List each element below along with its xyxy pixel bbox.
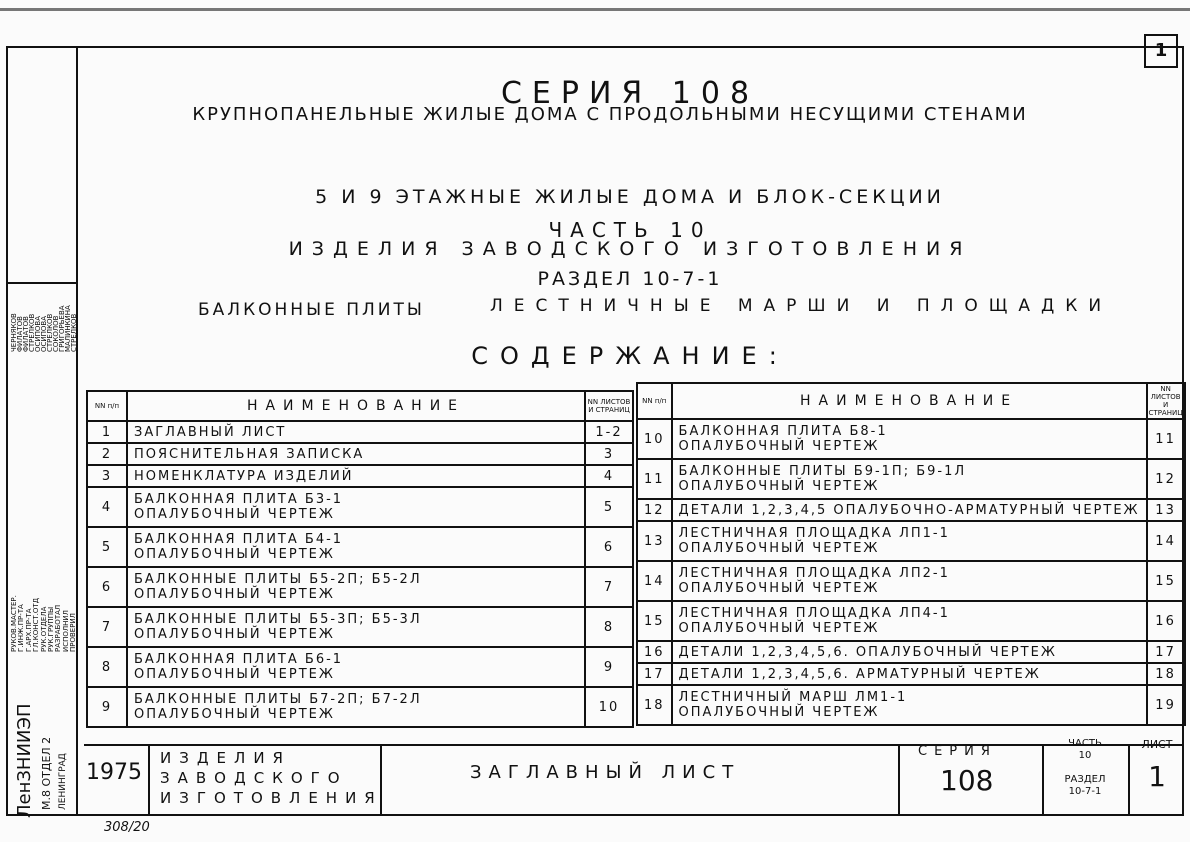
stamp-series-label: СЕРИЯ bbox=[918, 744, 997, 759]
row-title bbox=[672, 499, 1147, 521]
col-num-header: NN п/п bbox=[87, 391, 127, 421]
signature-name: ФИЛАТОВ bbox=[22, 316, 30, 352]
row-title-line1: ДЕТАЛИ 1,2,3,4,5,6. АРМАТУРНЫЙ ЧЕРТЕЖ bbox=[678, 666, 1041, 682]
table-row bbox=[637, 419, 1185, 459]
row-title bbox=[127, 421, 585, 443]
table-row bbox=[637, 459, 1185, 499]
signature-block bbox=[8, 282, 76, 652]
signature-role: Г.ИНЖ.ПР-ТА bbox=[17, 604, 26, 652]
stamp-products bbox=[160, 748, 383, 808]
table-row bbox=[637, 499, 1185, 521]
table-row bbox=[87, 647, 633, 687]
contents-table-right bbox=[636, 382, 1186, 726]
row-title-line1: БАЛКОННАЯ ПЛИТА Б4-1 bbox=[134, 532, 344, 547]
corner-sheet-number: 1 bbox=[1144, 34, 1178, 68]
signature-name: ЧЕРНЯКОВ bbox=[10, 313, 18, 352]
stamp-section-label: РАЗДЕЛ bbox=[1064, 774, 1106, 785]
contents-table-left bbox=[86, 390, 634, 728]
row-sheets: 15 bbox=[1147, 561, 1185, 601]
row-number: 15 bbox=[637, 601, 672, 641]
items-stairs: ЛЕСТНИЧНЫЕ МАРШИ И ПЛОЩАДКИ bbox=[490, 296, 1113, 316]
stamp-products-line1: ИЗДЕЛИЯ bbox=[160, 749, 291, 767]
signature-name: СТРЕЛКОВ bbox=[28, 313, 36, 352]
row-title-line2: ОПАЛУБОЧНЫЙ ЧЕРТЕЖ bbox=[678, 541, 880, 556]
row-sheets: 17 bbox=[1147, 641, 1185, 663]
row-title bbox=[672, 663, 1147, 685]
stamp-products-line3: ИЗГОТОВЛЕНИЯ bbox=[160, 789, 383, 807]
row-number: 5 bbox=[87, 527, 127, 567]
signature-name: СТРЕЛКОВ bbox=[46, 313, 54, 352]
signature-name: ГРИГОРЬЕВА bbox=[58, 305, 66, 352]
row-sheets: 13 bbox=[1147, 499, 1185, 521]
table-header bbox=[637, 383, 1185, 419]
row-title-line2: ОПАЛУБОЧНЫЙ ЧЕРТЕЖ bbox=[134, 667, 335, 682]
row-title bbox=[127, 687, 585, 727]
row-number: 9 bbox=[87, 687, 127, 727]
table-row bbox=[637, 561, 1185, 601]
row-title-line1: ДЕТАЛИ 1,2,3,4,5,6. ОПАЛУБОЧНЫЙ ЧЕРТЕЖ bbox=[678, 644, 1057, 660]
col-sheets-header: NN ЛИСТОВ И СТРАНИЦ bbox=[1148, 385, 1183, 417]
row-sheets: 14 bbox=[1147, 521, 1185, 561]
row-title bbox=[127, 487, 585, 527]
row-title bbox=[127, 465, 585, 487]
signature-role: ГЛ.КОНСТ.ОТД bbox=[32, 597, 41, 652]
row-title-line1: БАЛКОННАЯ ПЛИТА Б3-1 bbox=[134, 492, 344, 507]
products-title: ИЗДЕЛИЯ ЗАВОДСКОГО ИЗГОТОВЛЕНИЯ bbox=[288, 238, 972, 260]
stamp-part-number: 10 bbox=[1078, 750, 1092, 761]
row-title-line1: ЛЕСТНИЧНАЯ ПЛОЩАДКА ЛП1-1 bbox=[678, 526, 950, 541]
stamp-section bbox=[1046, 774, 1124, 798]
stamp-products-line2: ЗАВОДСКОГО bbox=[160, 769, 348, 787]
col-sheets-header: NN ЛИСТОВ И СТРАНИЦ bbox=[585, 391, 633, 421]
year: 1975 bbox=[86, 760, 142, 785]
row-title-line1: ЛЕСТНИЧНАЯ ПЛОЩАДКА ЛП4-1 bbox=[678, 606, 950, 621]
row-title bbox=[672, 641, 1147, 663]
row-number: 10 bbox=[637, 419, 672, 459]
table-row bbox=[637, 641, 1185, 663]
row-sheets: 10 bbox=[585, 687, 633, 727]
row-title-line1: БАЛКОННЫЕ ПЛИТЫ Б9-1П; Б9-1Л bbox=[678, 464, 967, 479]
signature-role: Г.АРХ.ПР-ТА bbox=[24, 608, 33, 652]
table-row bbox=[637, 601, 1185, 641]
signature-role: РУК.ОТДЕЛА bbox=[39, 606, 48, 652]
signature-role: ПРОВЕРИЛ bbox=[69, 613, 78, 652]
row-title-line1: ЛЕСТНИЧНЫЙ МАРШ ЛМ1-1 bbox=[678, 690, 908, 705]
signature-name: СОКОЛОВ bbox=[52, 315, 60, 352]
row-title bbox=[672, 561, 1147, 601]
row-title-line1: НОМЕНКЛАТУРА ИЗДЕЛИЙ bbox=[134, 468, 354, 484]
row-title bbox=[127, 607, 585, 647]
section-title: РАЗДЕЛ 10-7-1 bbox=[537, 268, 723, 290]
signature-role: РАЗРАБОТАЛ bbox=[54, 604, 63, 652]
row-title-line2: ОПАЛУБОЧНЫЙ ЧЕРТЕЖ bbox=[678, 621, 880, 636]
row-title-line2: ОПАЛУБОЧНЫЙ ЧЕРТЕЖ bbox=[678, 581, 880, 596]
table-row bbox=[87, 421, 633, 443]
row-sheets: 19 bbox=[1147, 685, 1185, 725]
row-number: 13 bbox=[637, 521, 672, 561]
row-title bbox=[672, 459, 1147, 499]
row-number: 6 bbox=[87, 567, 127, 607]
row-title-line2: ОПАЛУБОЧНЫЙ ЧЕРТЕЖ bbox=[678, 479, 880, 494]
part-title: ЧАСТЬ 10 bbox=[548, 218, 712, 242]
row-number: 18 bbox=[637, 685, 672, 725]
signature-name: ОСИПОВА bbox=[34, 316, 42, 352]
table-row bbox=[87, 567, 633, 607]
row-title bbox=[127, 443, 585, 465]
table-row bbox=[87, 607, 633, 647]
table-row bbox=[637, 685, 1185, 725]
stamp-section-number: 10-7-1 bbox=[1068, 786, 1102, 797]
row-number: 4 bbox=[87, 487, 127, 527]
row-number: 1 bbox=[87, 421, 127, 443]
signature-name: ФИЛАТОВ bbox=[16, 316, 24, 352]
table-row bbox=[87, 487, 633, 527]
archive-code: 308/20 bbox=[104, 820, 150, 835]
row-title bbox=[127, 527, 585, 567]
row-title bbox=[127, 647, 585, 687]
stamp-part-label: ЧАСТЬ bbox=[1068, 738, 1102, 749]
row-number: 16 bbox=[637, 641, 672, 663]
signature-role: ИСПОЛНИЛ bbox=[61, 610, 70, 652]
row-number: 12 bbox=[637, 499, 672, 521]
series-title: СЕРИЯ 108 bbox=[500, 76, 760, 111]
org-dept: М.8 ОТДЕЛ 2 bbox=[40, 736, 53, 810]
row-title-line2: ОПАЛУБОЧНЫЙ ЧЕРТЕЖ bbox=[134, 627, 335, 642]
row-title-line2: ОПАЛУБОЧНЫЙ ЧЕРТЕЖ bbox=[678, 705, 880, 720]
org-city: ЛЕНИНГРАД bbox=[58, 753, 68, 810]
row-title-line2: ОПАЛУБОЧНЫЙ ЧЕРТЕЖ bbox=[134, 587, 335, 602]
scan-edge bbox=[0, 8, 1190, 11]
row-title-line1: ЛЕСТНИЧНАЯ ПЛОЩАДКА ЛП2-1 bbox=[678, 566, 950, 581]
row-title-line2: ОПАЛУБОЧНЫЙ ЧЕРТЕЖ bbox=[134, 707, 335, 722]
items-balcony: БАЛКОННЫЕ ПЛИТЫ bbox=[198, 300, 425, 320]
signature-name: МАЛИНКИНА bbox=[64, 305, 72, 352]
row-sheets: 6 bbox=[585, 527, 633, 567]
row-title-line1: ДЕТАЛИ 1,2,3,4,5 ОПАЛУБОЧНО-АРМАТУРНЫЙ ЧЕРТЕЖ bbox=[678, 502, 1140, 518]
col-name-header: НАИМЕНОВАНИЕ bbox=[672, 383, 1147, 419]
stamp-sheet-number: 1 bbox=[1148, 760, 1166, 793]
row-title-line1: ПОЯСНИТЕЛЬНАЯ ЗАПИСКА bbox=[134, 446, 365, 462]
row-sheets: 1-2 bbox=[585, 421, 633, 443]
stamp-sheet-label: ЛИСТ bbox=[1141, 738, 1173, 751]
signature-role: РУК.ГРУППЫ bbox=[47, 606, 55, 652]
signature-name: ОСИПОВА bbox=[40, 316, 48, 352]
signature-name: СТРЕЛКОВ bbox=[70, 313, 78, 352]
row-sheets: 9 bbox=[585, 647, 633, 687]
row-title-line1: БАЛКОННЫЕ ПЛИТЫ Б7-2П; Б7-2Л bbox=[134, 692, 422, 707]
signature-role: РУКОВ.МАСТЕР. bbox=[10, 595, 18, 652]
row-number: 17 bbox=[637, 663, 672, 685]
table-header bbox=[87, 391, 633, 421]
row-sheets: 5 bbox=[585, 487, 633, 527]
stamp-series-number: 108 bbox=[940, 764, 994, 797]
row-sheets: 4 bbox=[585, 465, 633, 487]
table-row bbox=[87, 687, 633, 727]
stamp-part bbox=[1046, 738, 1124, 762]
row-sheets: 3 bbox=[585, 443, 633, 465]
row-sheets: 7 bbox=[585, 567, 633, 607]
row-number: 3 bbox=[87, 465, 127, 487]
org-title: ЛенЗНИИЭП bbox=[14, 703, 35, 818]
row-title bbox=[672, 419, 1147, 459]
row-title bbox=[672, 521, 1147, 561]
col-num-header: NN п/п bbox=[637, 383, 672, 419]
row-title bbox=[672, 685, 1147, 725]
row-title bbox=[672, 601, 1147, 641]
row-title-line2: ОПАЛУБОЧНЫЙ ЧЕРТЕЖ bbox=[134, 507, 335, 522]
row-title-line2: ОПАЛУБОЧНЫЙ ЧЕРТЕЖ bbox=[134, 547, 335, 562]
row-title-line1: БАЛКОННАЯ ПЛИТА Б8-1 bbox=[678, 424, 888, 439]
row-sheets: 8 bbox=[585, 607, 633, 647]
row-title-line1: ЗАГЛАВНЫЙ ЛИСТ bbox=[134, 424, 287, 440]
row-title-line1: БАЛКОННЫЕ ПЛИТЫ Б5-2П; Б5-2Л bbox=[134, 572, 422, 587]
row-number: 11 bbox=[637, 459, 672, 499]
table-row bbox=[87, 465, 633, 487]
row-sheets: 18 bbox=[1147, 663, 1185, 685]
floors-title: 5 И 9 ЭТАЖНЫЕ ЖИЛЫЕ ДОМА И БЛОК-СЕКЦИИ bbox=[315, 186, 945, 208]
row-number: 8 bbox=[87, 647, 127, 687]
row-title-line1: БАЛКОННАЯ ПЛИТА Б6-1 bbox=[134, 652, 344, 667]
row-title bbox=[127, 567, 585, 607]
table-row bbox=[637, 663, 1185, 685]
stamp-sheet-title: ЗАГЛАВНЫЙ ЛИСТ bbox=[470, 762, 741, 783]
series-subtitle: КРУПНОПАНЕЛЬНЫЕ ЖИЛЫЕ ДОМА С ПРОДОЛЬНЫМИ НЕСУЩИМИ СТЕНАМИ bbox=[192, 104, 1028, 125]
row-sheets: 12 bbox=[1147, 459, 1185, 499]
table-row bbox=[87, 527, 633, 567]
table-row bbox=[87, 443, 633, 465]
row-number: 7 bbox=[87, 607, 127, 647]
col-name-header: НАИМЕНОВАНИЕ bbox=[127, 391, 585, 421]
row-sheets: 16 bbox=[1147, 601, 1185, 641]
contents-heading: СОДЕРЖАНИЕ: bbox=[471, 342, 789, 370]
row-number: 14 bbox=[637, 561, 672, 601]
row-sheets: 11 bbox=[1147, 419, 1185, 459]
row-title-line1: БАЛКОННЫЕ ПЛИТЫ Б5-3П; Б5-3Л bbox=[134, 612, 422, 627]
row-number: 2 bbox=[87, 443, 127, 465]
table-row bbox=[637, 521, 1185, 561]
row-title-line2: ОПАЛУБОЧНЫЙ ЧЕРТЕЖ bbox=[678, 439, 880, 454]
